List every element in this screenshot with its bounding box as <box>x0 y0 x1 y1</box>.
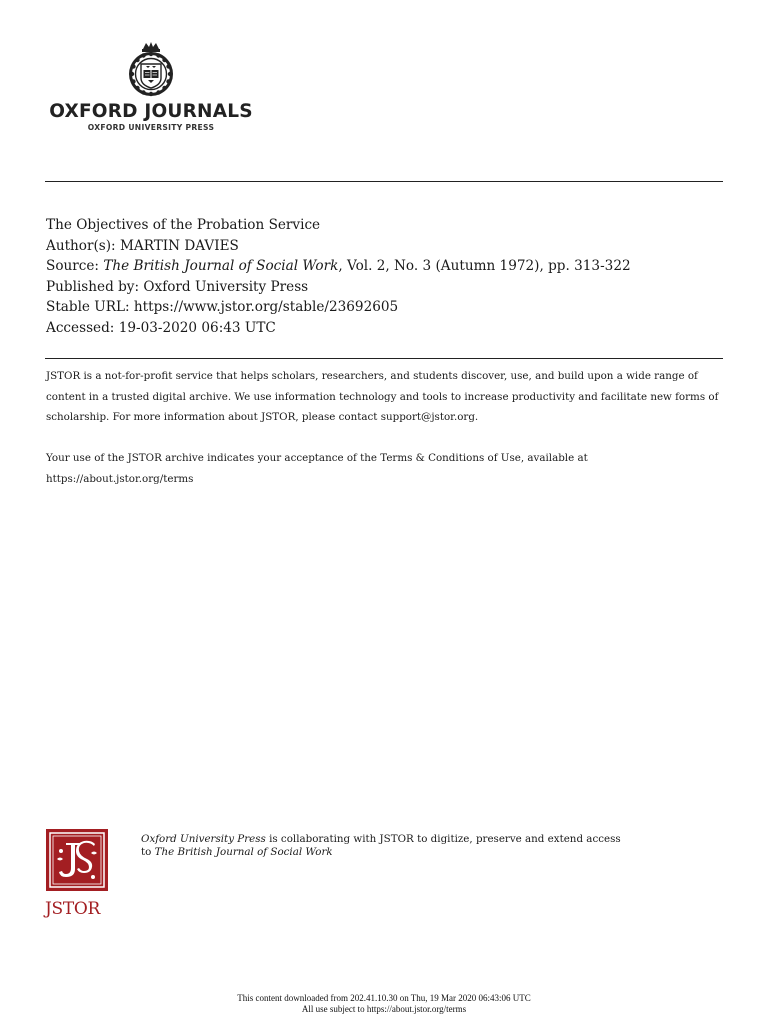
author-name: MARTIN DAVIES <box>119 237 239 254</box>
collab-journal: The British Journal of Social Work <box>154 845 333 858</box>
jstor-notice <box>46 366 736 489</box>
article-metadata <box>46 215 726 338</box>
source-journal: The British Journal of Social Work <box>103 258 339 274</box>
logo-submark: OXFORD UNIVERSITY PRESS <box>87 123 215 132</box>
collab-to: to <box>141 845 155 858</box>
top-divider <box>45 181 723 182</box>
stable-url-line <box>46 297 726 318</box>
source-details: , Vol. 2, No. 3 (Autumn 1972), pp. 313-322 <box>338 258 631 274</box>
publisher-name: Oxford University Press <box>143 278 309 295</box>
collab-text: is collaborating with JSTOR to digitize, preserve and extend access <box>265 833 621 845</box>
author-label: Author(s): <box>46 237 120 254</box>
oxford-crest-icon <box>127 40 175 98</box>
jstor-logo-icon <box>46 829 108 891</box>
published-label: Published by: <box>46 278 144 295</box>
article-title: The Objectives of the Probation Service <box>46 217 321 233</box>
collaboration-notice <box>141 833 741 858</box>
collab-publisher: Oxford University Press <box>141 833 266 845</box>
source-line <box>46 256 726 277</box>
stable-url-label: Stable URL: <box>46 299 134 315</box>
jstor-wordmark: JSTOR <box>45 899 101 919</box>
publisher-line <box>46 277 726 298</box>
accessed-line <box>46 318 726 339</box>
collab-line-2 <box>141 846 741 859</box>
accessed-date: 19-03-2020 06:43 UTC <box>118 319 276 336</box>
footer-download-info: This content downloaded from 202.41.10.30 on Thu, 19 Mar 2020 06:43:06 UTC <box>237 993 531 1003</box>
oxford-journals-logo <box>46 40 256 132</box>
logo-wordmark: OXFORD JOURNALS <box>49 101 253 122</box>
stable-url-link[interactable]: https://www.jstor.org/stable/23692605 <box>133 299 399 315</box>
jstor-description: JSTOR is a not-for-profit service that helps scholars, researchers, and students discover, use, and build upon a wide range of content in a trusted digital archive. We use information technology and tools to increase productivity and facilitate new forms of scholarship. For more information about JSTOR, please contact support@jstor.org. <box>46 370 719 423</box>
accessed-label: Accessed: <box>46 319 119 336</box>
download-footer <box>0 993 768 1014</box>
collab-line-1 <box>141 833 741 846</box>
terms-of-use: Your use of the JSTOR archive indicates your acceptance of the Terms & Conditions of Use, available at https://about.jstor.org/terms <box>46 452 588 485</box>
author-line <box>46 236 726 257</box>
jstor-logo <box>45 829 109 919</box>
footer-terms: All use subject to https://about.jstor.org/terms <box>301 1003 467 1014</box>
middle-divider <box>45 358 723 359</box>
source-label: Source: <box>46 258 104 274</box>
